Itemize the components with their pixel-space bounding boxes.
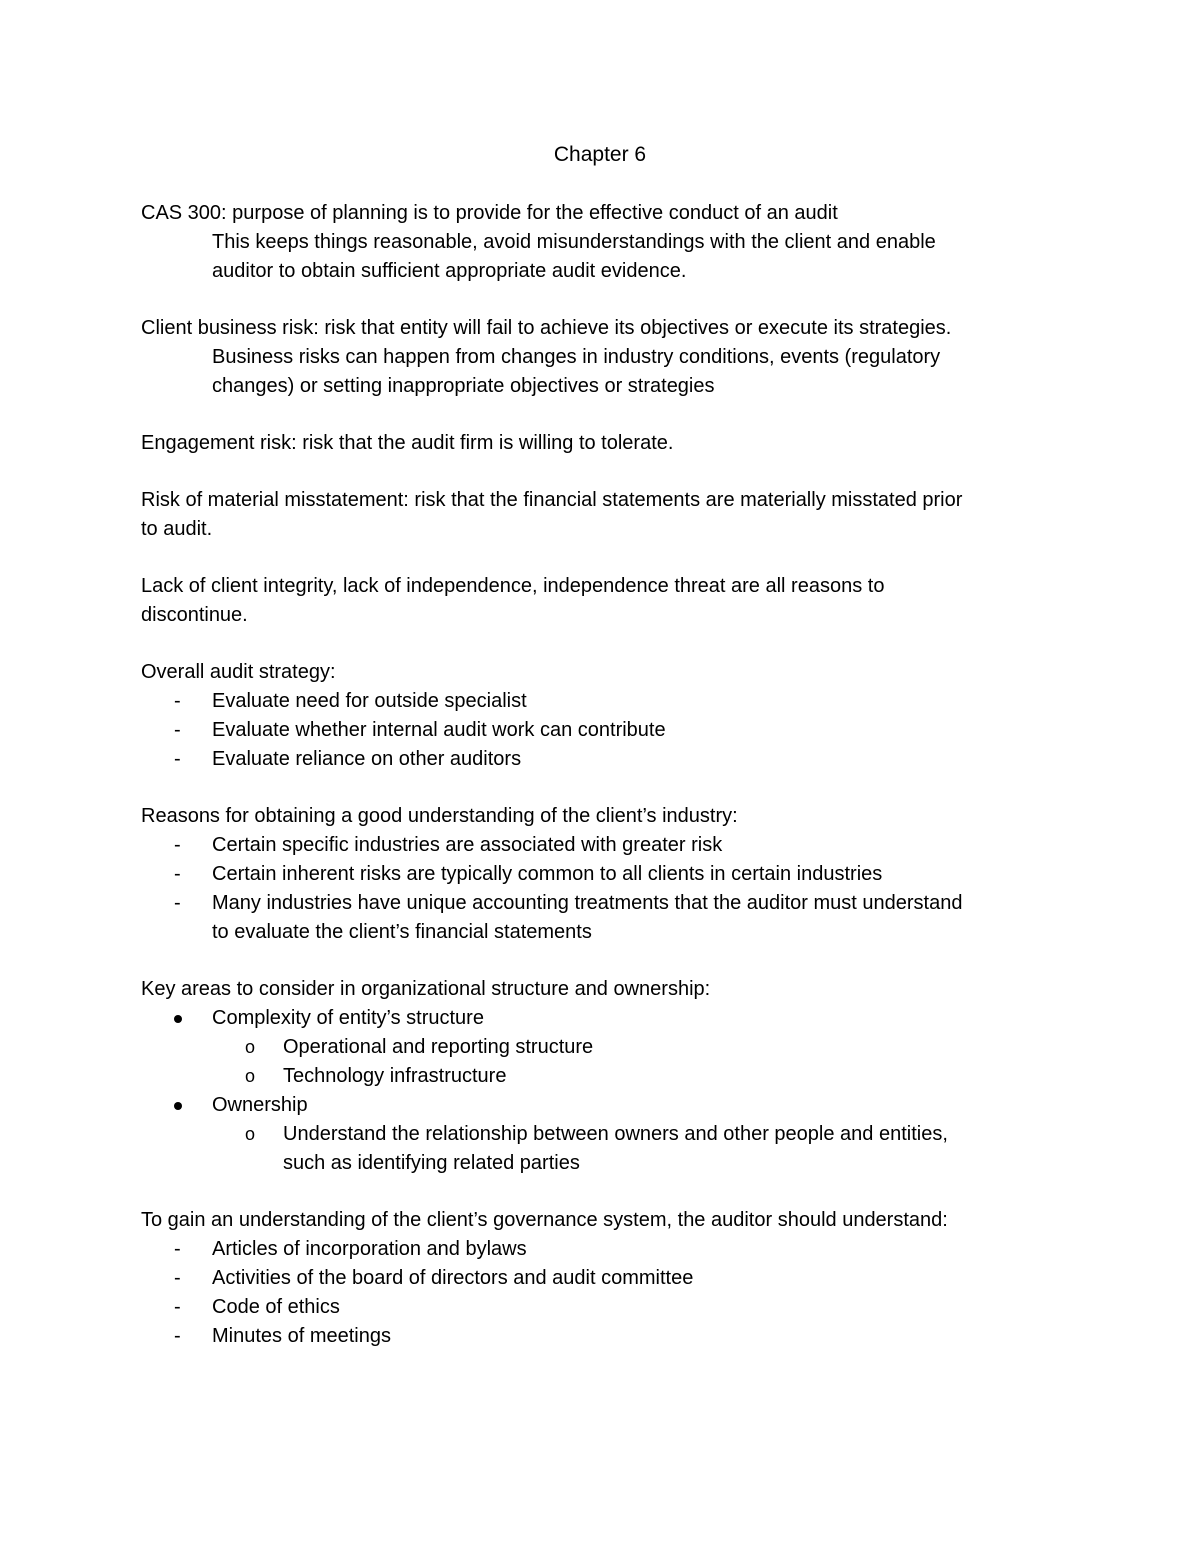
list-item-text: Certain inherent risks are typically common to all clients in certain industries: [212, 863, 883, 885]
list-item: [141, 1091, 1051, 1178]
audit-strategy-list: [141, 687, 1051, 774]
industry-section: [141, 802, 1051, 947]
complexity-sub-list: [212, 1033, 1051, 1091]
sub-list-item: [212, 1120, 1051, 1178]
industry-heading: Reasons for obtaining a good understanding of the client’s industry:: [141, 805, 738, 827]
dash-marker: -: [174, 719, 181, 741]
list-item-text: Certain specific industries are associated with greater risk: [212, 834, 723, 856]
sub-list-item-text: Operational and reporting structure: [283, 1036, 594, 1058]
client-business-risk-detail-line: Business risks can happen from changes in industry conditions, events (regulatory: [212, 346, 941, 368]
governance-section: [141, 1206, 1051, 1351]
bullet-marker: [174, 1015, 182, 1023]
list-item: [141, 860, 1051, 889]
client-business-risk-detail-line: changes) or setting inappropriate objectives or strategies: [212, 375, 715, 397]
audit-strategy-section: [141, 658, 1051, 774]
list-item-text: Evaluate reliance on other auditors: [212, 748, 522, 770]
org-structure-section: [141, 975, 1051, 1178]
list-item-text: Minutes of meetings: [212, 1325, 391, 1347]
engagement-risk-text: Engagement risk: risk that the audit firm is willing to tolerate.: [141, 432, 674, 454]
cas300-detail-line: auditor to obtain sufficient appropriate audit evidence.: [212, 260, 687, 282]
rmm-line: to audit.: [141, 518, 213, 540]
list-item-text: Evaluate need for outside specialist: [212, 690, 527, 712]
list-item: [141, 831, 1051, 860]
discontinue-line: discontinue.: [141, 604, 248, 626]
list-item-text: Code of ethics: [212, 1296, 340, 1318]
list-item-text: Evaluate whether internal audit work can contribute: [212, 719, 666, 741]
industry-list: [141, 831, 1051, 947]
list-item: [141, 1004, 1051, 1091]
list-item: [141, 1322, 1051, 1351]
page-title: Chapter 6: [553, 143, 647, 166]
audit-strategy-heading: Overall audit strategy:: [141, 661, 336, 683]
ownership-sub-list: [212, 1120, 1051, 1178]
bullet-marker: [174, 1102, 182, 1110]
discontinue-paragraph: [141, 572, 1051, 630]
org-structure-heading: Key areas to consider in organizational structure and ownership:: [141, 978, 711, 1000]
client-business-risk-heading: Client business risk: risk that entity will fail to achieve its objectives or execute its strategies.: [141, 317, 952, 339]
cas300-paragraph: [141, 199, 1051, 286]
cas300-heading: CAS 300: purpose of planning is to provide for the effective conduct of an audit: [141, 202, 838, 224]
list-item-text: Many industries have unique accounting treatments that the auditor must understand: [212, 892, 963, 914]
list-item-text: Ownership: [212, 1094, 308, 1116]
circle-marker: o: [245, 1037, 256, 1057]
list-item-text: Articles of incorporation and bylaws: [212, 1238, 527, 1260]
dash-marker: -: [174, 863, 181, 885]
client-business-risk-paragraph: [141, 314, 1051, 401]
sub-list-item-text: Understand the relationship between owners and other people and entities,: [283, 1123, 948, 1145]
list-item-text: Activities of the board of directors and audit committee: [212, 1267, 694, 1289]
list-item: [141, 889, 1051, 947]
list-item: [141, 1235, 1051, 1264]
sub-list-item-text: Technology infrastructure: [283, 1065, 507, 1087]
dash-marker: -: [174, 748, 181, 770]
circle-marker: o: [245, 1124, 256, 1144]
governance-heading: To gain an understanding of the client’s governance system, the auditor should understand:: [141, 1209, 948, 1231]
sub-list-item-text: such as identifying related parties: [283, 1152, 580, 1174]
list-item: [141, 1264, 1051, 1293]
list-item: [141, 1293, 1051, 1322]
dash-marker: -: [174, 834, 181, 856]
rmm-paragraph: [141, 486, 1051, 544]
circle-marker: o: [245, 1066, 256, 1086]
dash-marker: -: [174, 1325, 181, 1347]
org-structure-list: [141, 1004, 1051, 1178]
governance-list: [141, 1235, 1051, 1351]
list-item-text: to evaluate the client’s financial statements: [212, 921, 592, 943]
sub-list-item: [212, 1062, 1051, 1091]
dash-marker: -: [174, 1296, 181, 1318]
dash-marker: -: [174, 690, 181, 712]
engagement-risk-paragraph: [141, 429, 1051, 458]
list-item: [141, 716, 1051, 745]
list-item-text: Complexity of entity’s structure: [212, 1007, 484, 1029]
discontinue-line: Lack of client integrity, lack of independence, independence threat are all reasons to: [141, 575, 885, 597]
document-body: [141, 199, 1051, 1379]
sub-list-item: [212, 1033, 1051, 1062]
dash-marker: -: [174, 1267, 181, 1289]
cas300-detail-line: This keeps things reasonable, avoid misunderstandings with the client and enable: [212, 231, 936, 253]
rmm-line: Risk of material misstatement: risk that the financial statements are materially misstated prior: [141, 489, 963, 511]
dash-marker: -: [174, 1238, 181, 1260]
list-item: [141, 687, 1051, 716]
dash-marker: -: [174, 892, 181, 914]
list-item: [141, 745, 1051, 774]
